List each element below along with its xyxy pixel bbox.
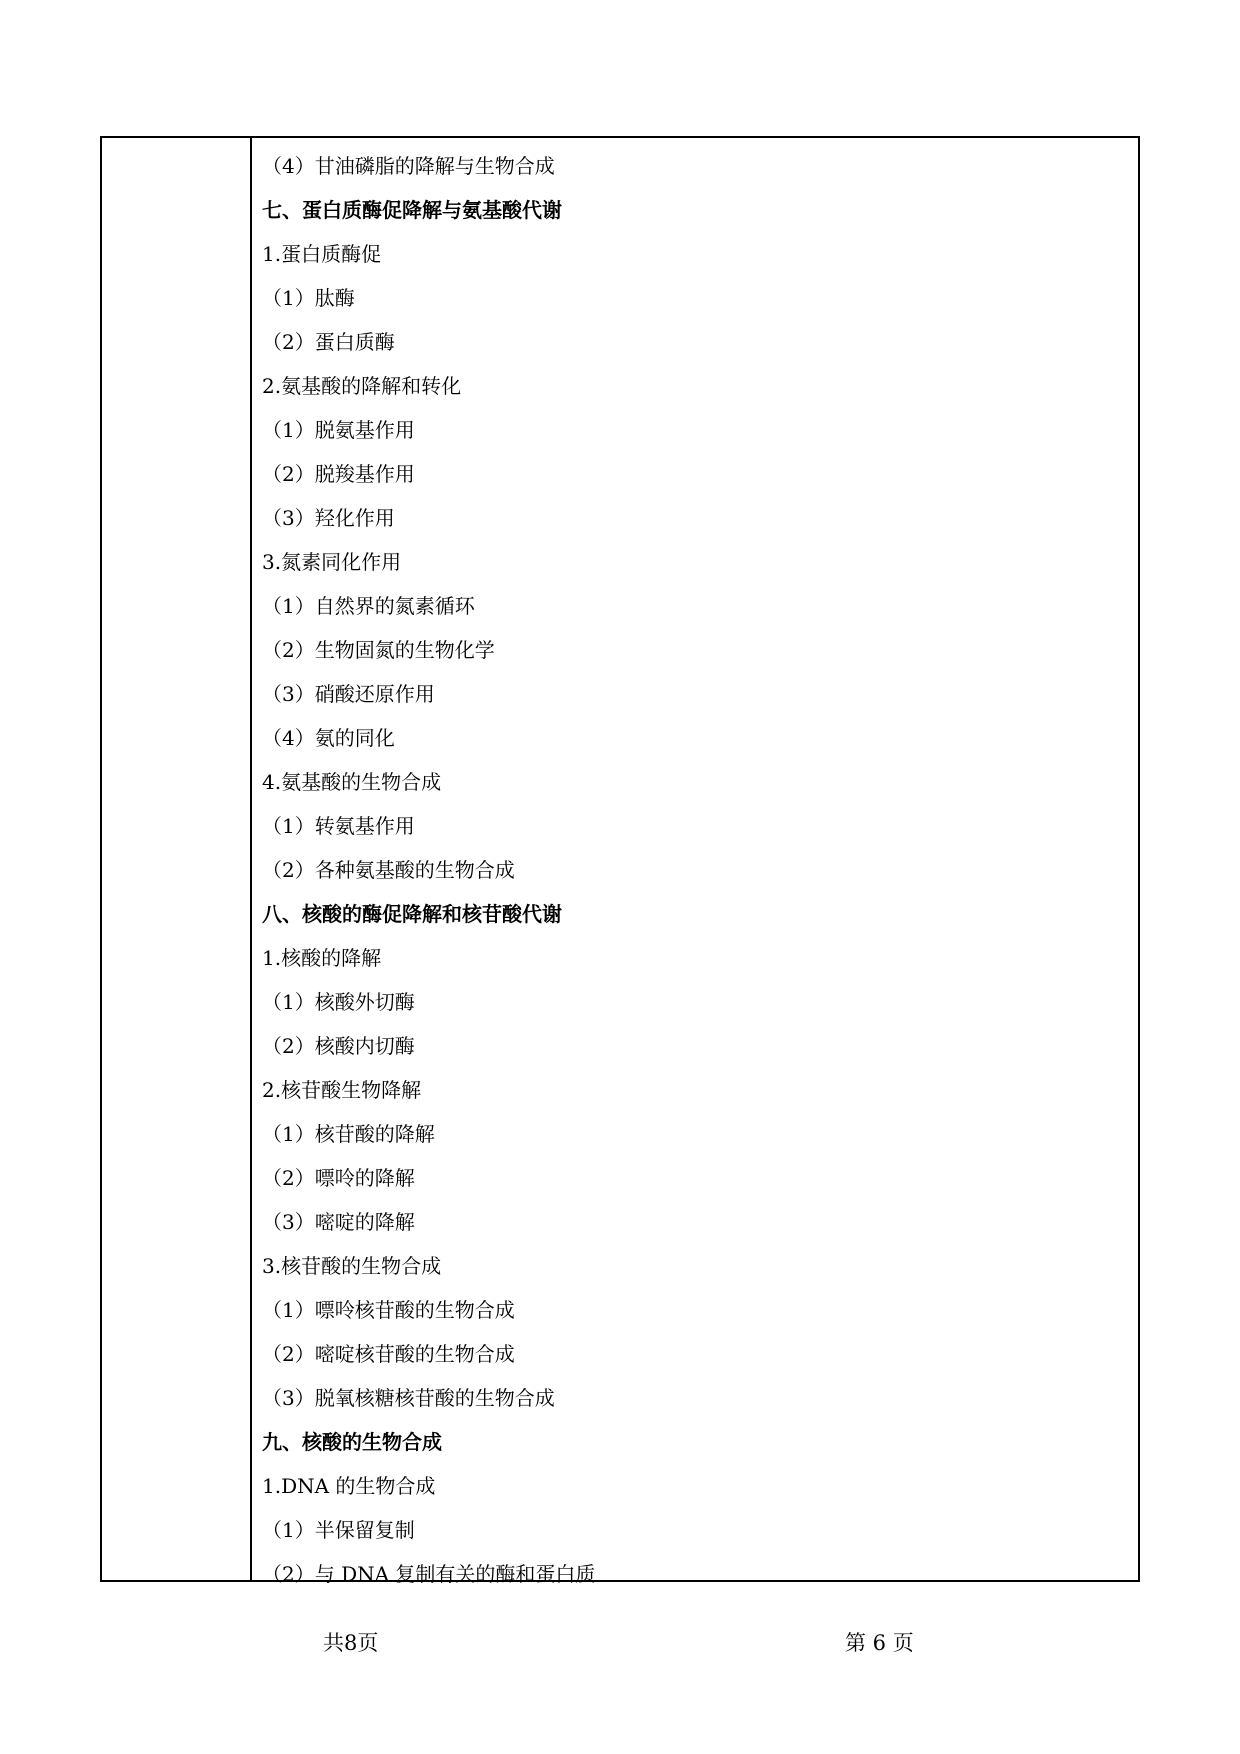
subsection-heading: 3.氮素同化作用 (262, 550, 402, 574)
list-item: （4）甘油磷脂的降解与生物合成 (262, 154, 555, 178)
list-item: （2）核酸内切酶 (262, 1034, 415, 1058)
list-item: （1）转氨基作用 (262, 814, 415, 838)
list-item: （3）羟化作用 (262, 506, 395, 530)
section-heading: 七、蛋白质酶促降解与氨基酸代谢 (262, 198, 562, 222)
subsection-heading: 1.DNA 的生物合成 (262, 1474, 436, 1498)
list-item: （3）硝酸还原作用 (262, 682, 435, 706)
syllabus-content (262, 144, 1128, 1596)
subsection-heading: 1.核酸的降解 (262, 946, 382, 970)
list-item: （1）脱氨基作用 (262, 418, 415, 442)
list-item: （2）与 DNA 复制有关的酶和蛋白质 (262, 1562, 596, 1586)
list-item: （1）自然界的氮素循环 (262, 594, 475, 618)
list-item: （1）核苷酸的降解 (262, 1122, 435, 1146)
list-item: （2）脱羧基作用 (262, 462, 415, 486)
syllabus-table (100, 136, 1140, 1586)
list-item: （2）嘧啶核苷酸的生物合成 (262, 1342, 515, 1366)
list-item: （1）肽酶 (262, 286, 355, 310)
list-item: （2）各种氨基酸的生物合成 (262, 858, 515, 882)
subsection-heading: 2.核苷酸生物降解 (262, 1078, 422, 1102)
section-heading: 八、核酸的酶促降解和核苷酸代谢 (262, 902, 562, 926)
list-item: （4）氨的同化 (262, 726, 395, 750)
list-item: （3）脱氧核糖核苷酸的生物合成 (262, 1386, 555, 1410)
column-divider (250, 138, 252, 1580)
list-item: （3）嘧啶的降解 (262, 1210, 415, 1234)
current-page: 第 6 页 (845, 1631, 914, 1655)
total-pages: 共8页 (323, 1631, 379, 1655)
list-item: （1）嘌呤核苷酸的生物合成 (262, 1298, 515, 1322)
subsection-heading: 4.氨基酸的生物合成 (262, 770, 442, 794)
list-item: （1）半保留复制 (262, 1518, 415, 1542)
section-heading: 九、核酸的生物合成 (262, 1430, 442, 1454)
list-item: （2）生物固氮的生物化学 (262, 638, 495, 662)
subsection-heading: 1.蛋白质酶促 (262, 242, 382, 266)
list-item: （2）蛋白质酶 (262, 330, 395, 354)
list-item: （1）核酸外切酶 (262, 990, 415, 1014)
subsection-heading: 2.氨基酸的降解和转化 (262, 374, 462, 398)
subsection-heading: 3.核苷酸的生物合成 (262, 1254, 442, 1278)
list-item: （2）嘌呤的降解 (262, 1166, 415, 1190)
